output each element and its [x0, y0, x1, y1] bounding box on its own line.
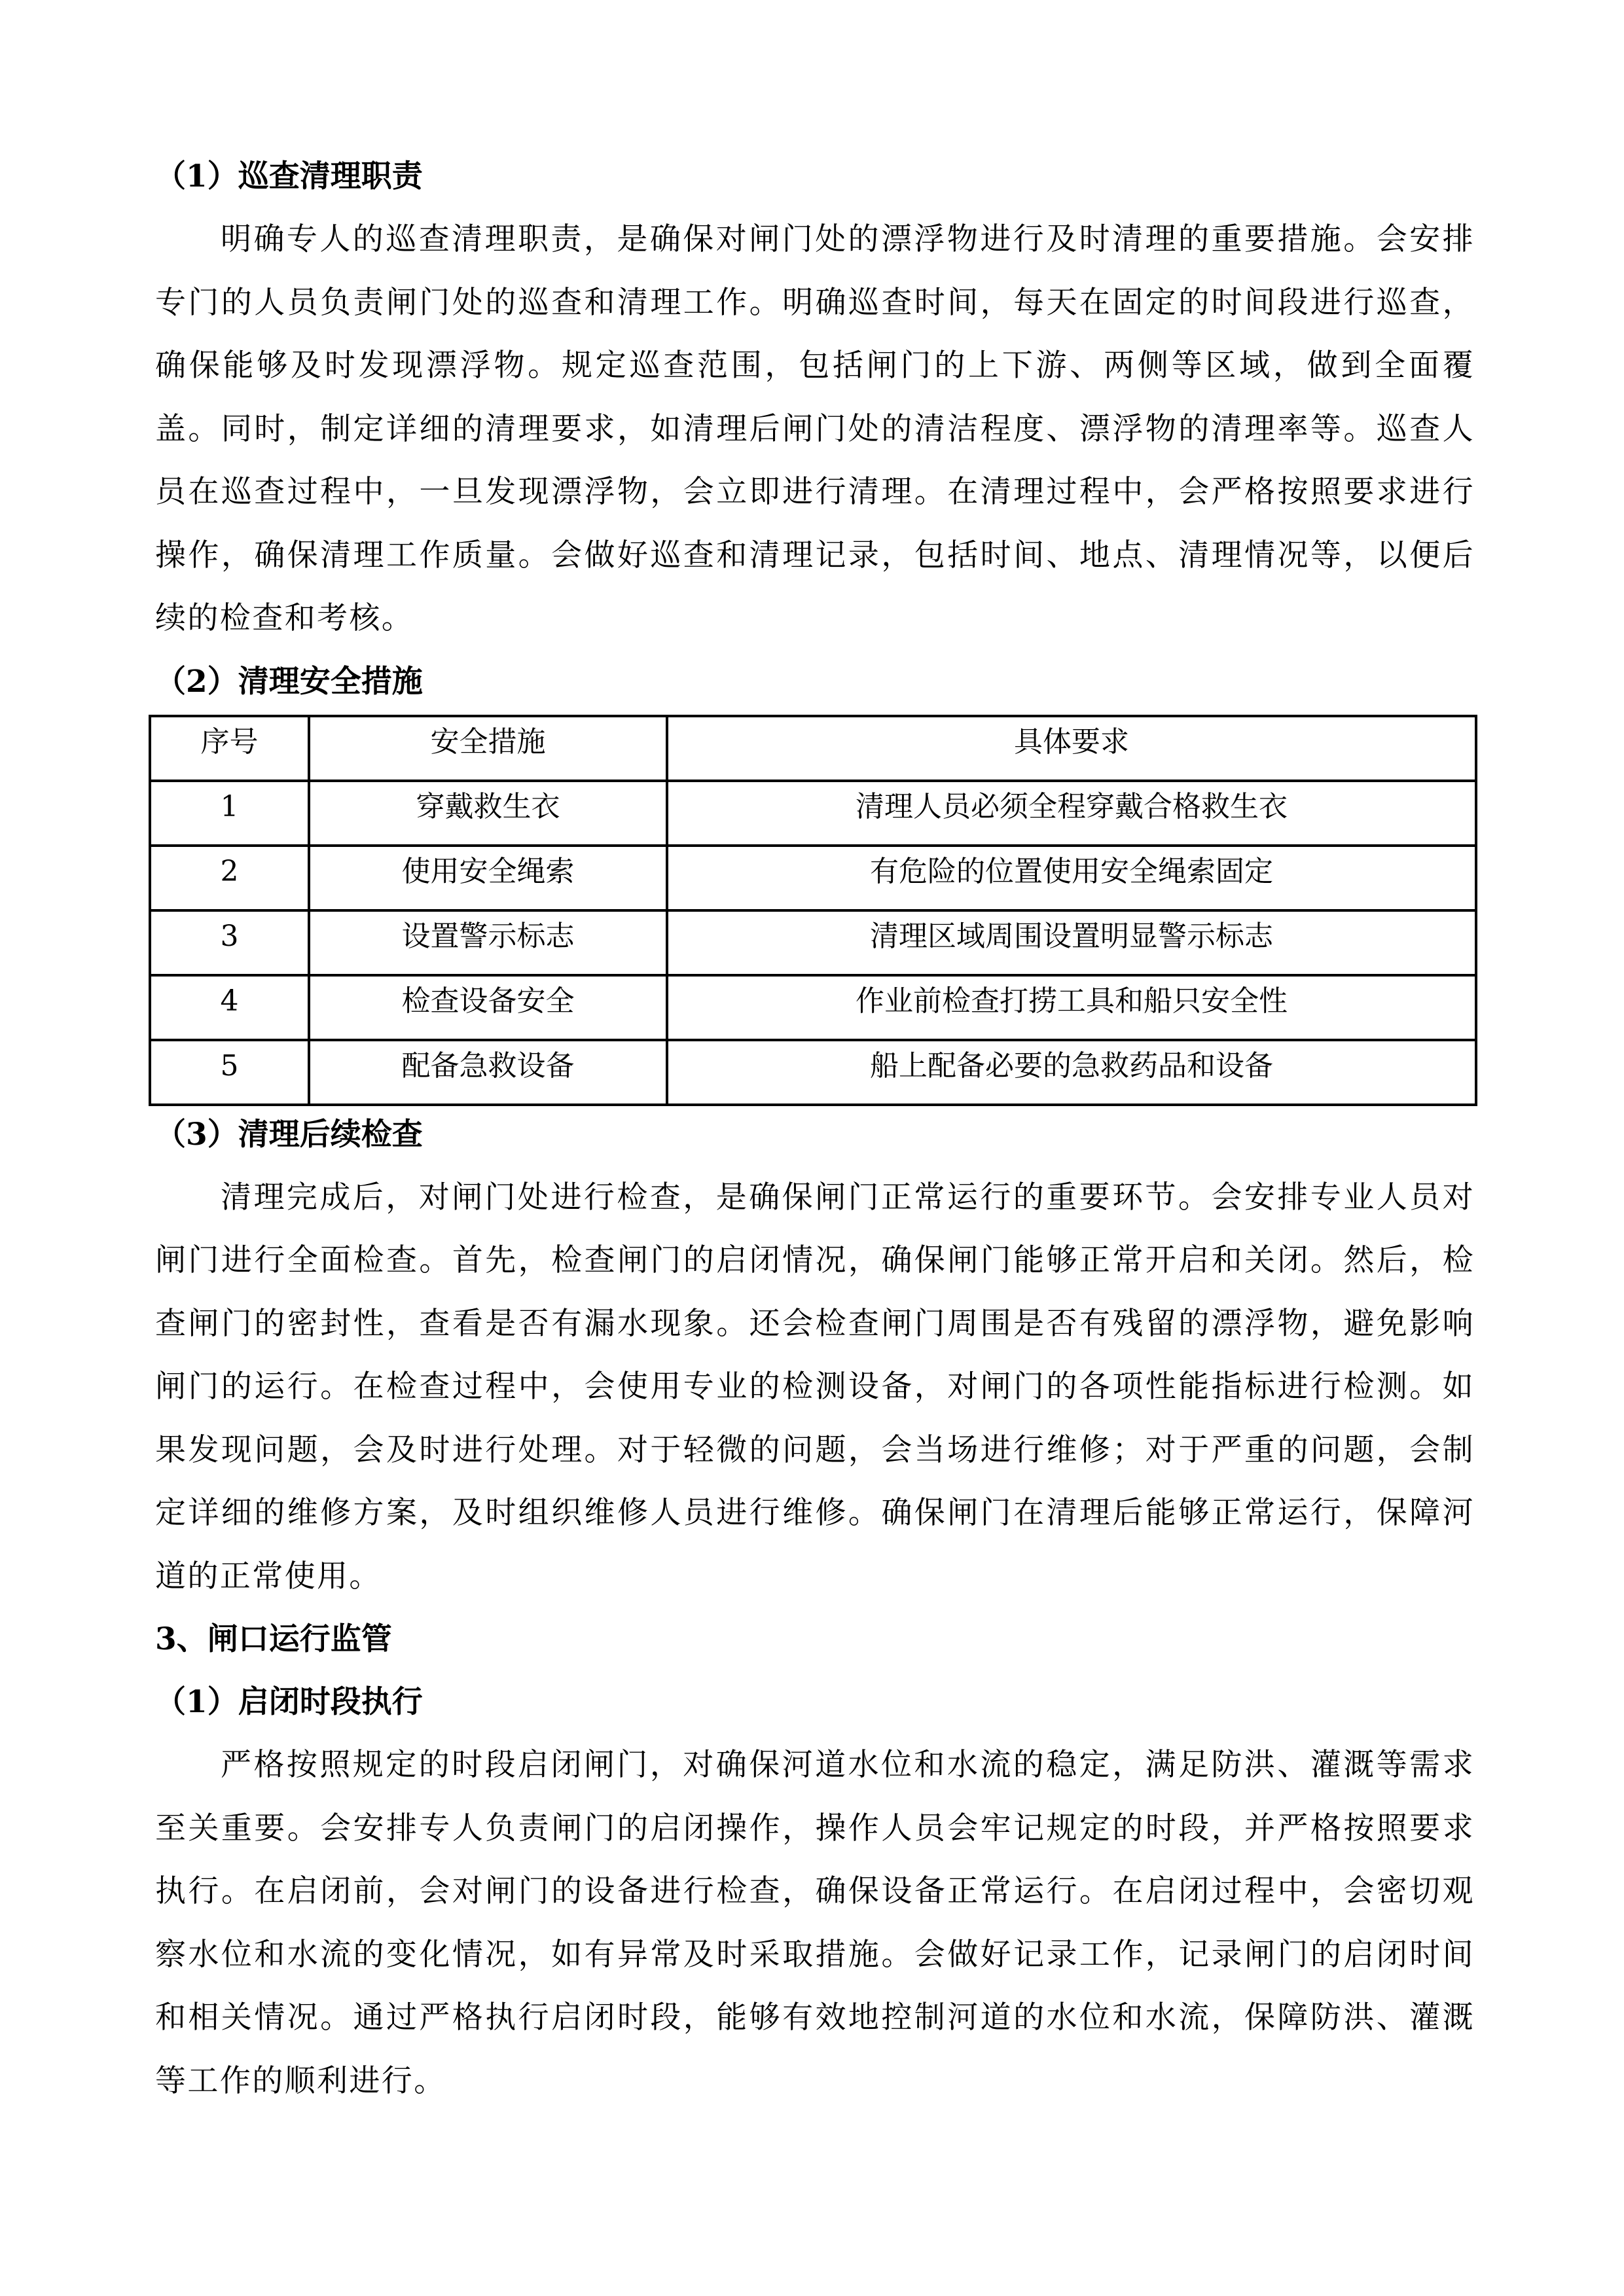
cell-index: 3	[150, 910, 309, 975]
cell-index: 5	[150, 1040, 309, 1105]
table-header-index: 序号	[150, 716, 309, 781]
cell-index: 2	[150, 846, 309, 910]
cell-measure: 穿戴救生衣	[309, 781, 667, 846]
table-header-row	[150, 716, 1476, 781]
cell-measure: 设置警示标志	[309, 910, 667, 975]
cell-requirement: 清理人员必须全程穿戴合格救生衣	[667, 781, 1476, 846]
cell-measure: 使用安全绳索	[309, 846, 667, 910]
cell-requirement: 清理区域周围设置明显警示标志	[667, 910, 1476, 975]
paragraph-followup-inspection: 清理完成后，对闸门处进行检查，是确保闸门正常运行的重要环节。会安排专业人员对闸门进行全面检查。首先，检查闸门的启闭情况，确保闸门能够正常开启和关闭。然后，检查闸门的密封性，查看是否有漏水现象。还会检查闸门周围是否有残留的漂浮物，避免影响闸门的运行。在检查过程中，会使用专业的检测设备，对闸门的各项性能指标进行检测。如果发现问题，会及时进行处理。对于轻微的问题，会当场进行维修；对于严重的问题，会制定详细的维修方案，及时组织维修人员进行维修。确保闸门在清理后能够正常运行，保障河道的正常使用。	[155, 1179, 1475, 1594]
table-row	[150, 1040, 1476, 1105]
cell-requirement: 作业前检查打捞工具和船只安全性	[667, 975, 1476, 1040]
cell-index: 1	[150, 781, 309, 846]
cell-requirement: 有危险的位置使用安全绳索固定	[667, 846, 1476, 910]
table-row	[150, 910, 1476, 975]
table-header-measure: 安全措施	[309, 716, 667, 781]
table-row	[150, 781, 1476, 846]
table-row	[150, 975, 1476, 1040]
document-page	[155, 145, 1475, 2113]
cell-index: 4	[150, 975, 309, 1040]
cell-measure: 检查设备安全	[309, 975, 667, 1040]
table-row	[150, 846, 1476, 910]
table-header-requirement: 具体要求	[667, 716, 1476, 781]
safety-measures-table	[149, 715, 1477, 1106]
heading-followup-inspection: （3）清理后续检查	[155, 1116, 423, 1153]
heading-gate-operation-supervision: 3、闸口运行监管	[155, 1621, 392, 1657]
heading-schedule-execution: （1）启闭时段执行	[155, 1684, 423, 1720]
heading-safety-measures: （2）清理安全措施	[155, 663, 423, 700]
paragraph-patrol-duties: 明确专人的巡查清理职责，是确保对闸门处的漂浮物进行及时清理的重要措施。会安排专门的人员负责闸门处的巡查和清理工作。明确巡查时间，每天在固定的时间段进行巡查，确保能够及时发现漂浮物。规定巡查范围，包括闸门的上下游、两侧等区域，做到全面覆盖。同时，制定详细的清理要求，如清理后闸门处的清洁程度、漂浮物的清理率等。巡查人员在巡查过程中，一旦发现漂浮物，会立即进行清理。在清理过程中，会严格按照要求进行操作，确保清理工作质量。会做好巡查和清理记录，包括时间、地点、清理情况等，以便后续的检查和考核。	[155, 221, 1475, 636]
paragraph-schedule-execution: 严格按照规定的时段启闭闸门，对确保河道水位和水流的稳定，满足防洪、灌溉等需求至关重要。会安排专人负责闸门的启闭操作，操作人员会牢记规定的时段，并严格按照要求执行。在启闭前，会对闸门的设备进行检查，确保设备正常运行。在启闭过程中，会密切观察水位和水流的变化情况，如有异常及时采取措施。会做好记录工作，记录闸门的启闭时间和相关情况。通过严格执行启闭时段，能够有效地控制河道的水位和水流，保障防洪、灌溉等工作的顺利进行。	[155, 1747, 1475, 2099]
cell-measure: 配备急救设备	[309, 1040, 667, 1105]
cell-requirement: 船上配备必要的急救药品和设备	[667, 1040, 1476, 1105]
heading-patrol-duties: （1）巡查清理职责	[155, 158, 423, 194]
